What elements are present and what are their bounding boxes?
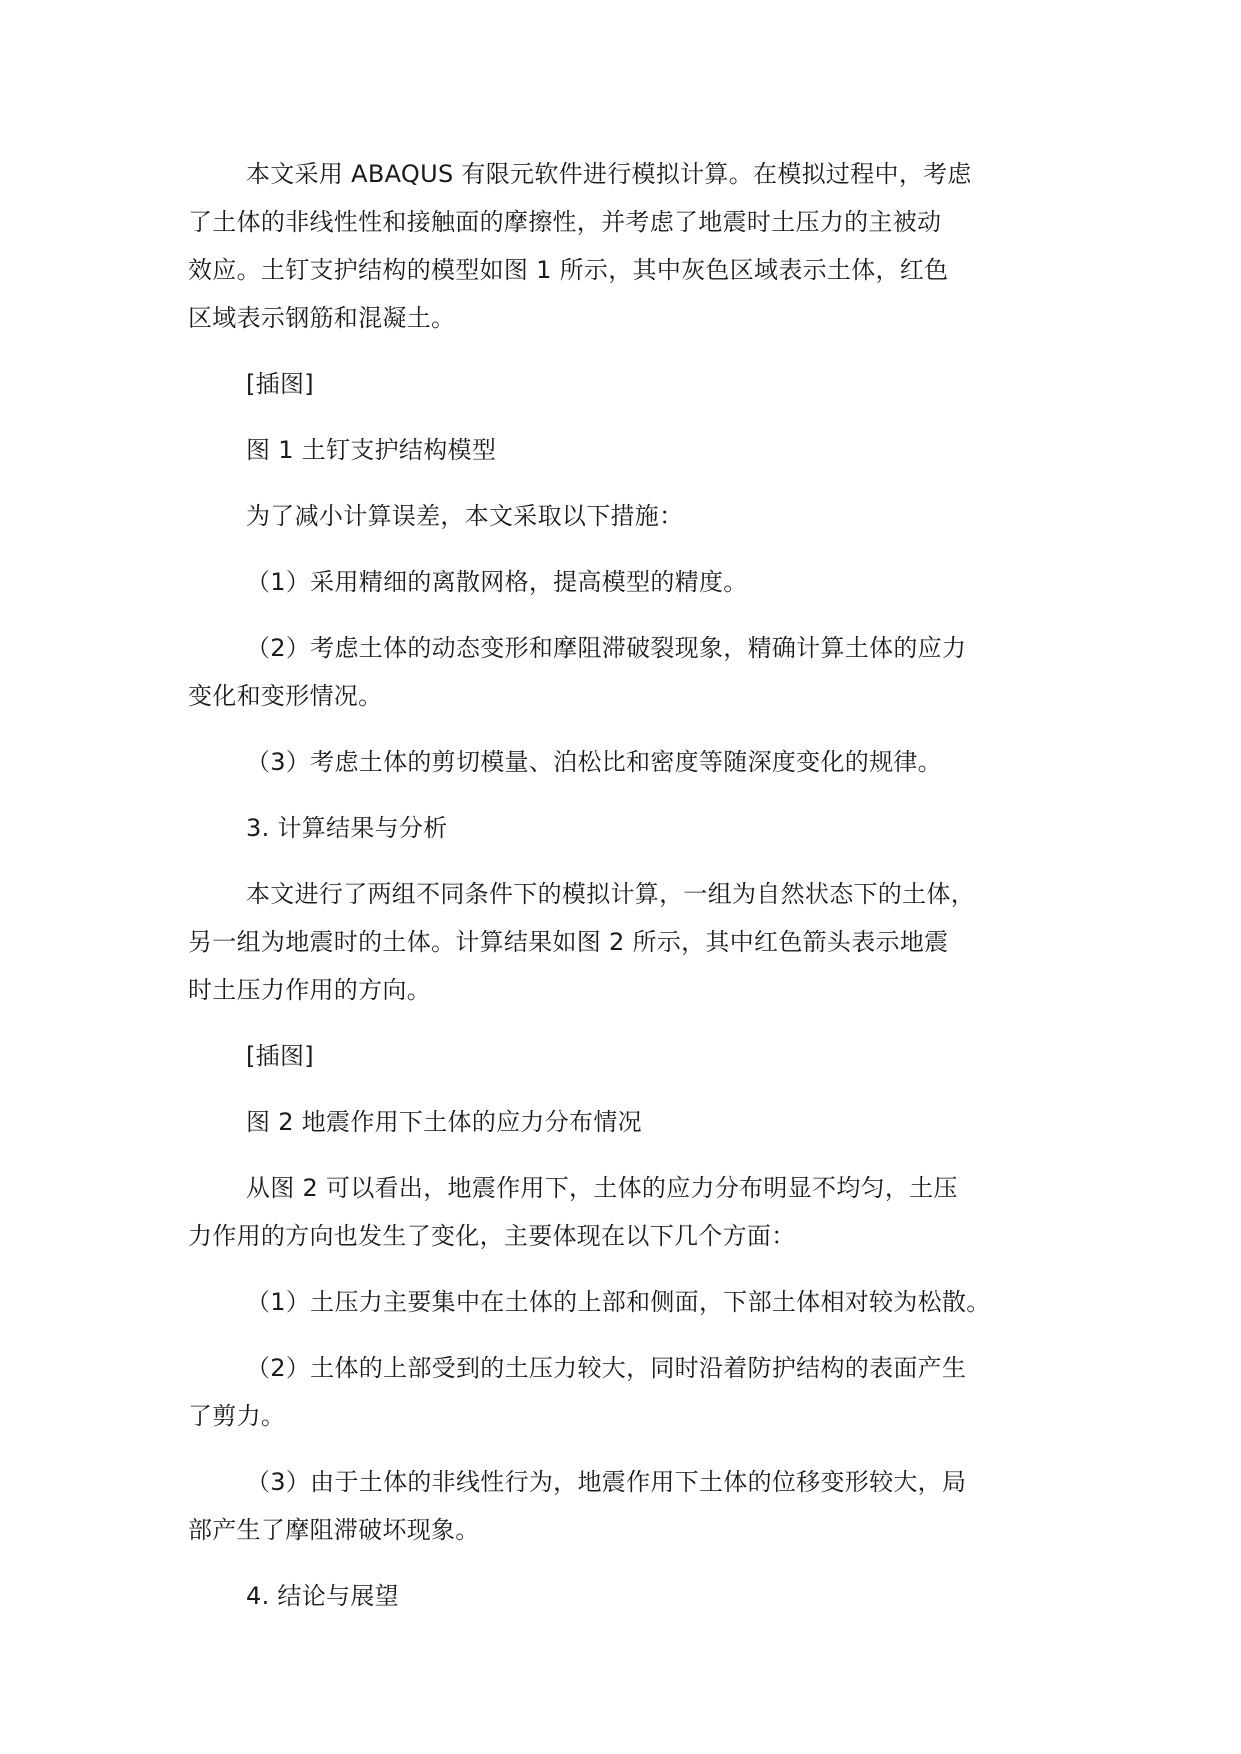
text-line: 了土体的非线性性和接触面的摩擦性，并考虑了地震时土压力的主被动 [188,208,942,236]
section-heading-3 [188,804,1088,852]
paragraph-measures-intro [188,492,1088,540]
text-line: （2）土体的上部受到的土压力较大，同时沿着防护结构的表面产生 [246,1354,967,1382]
figure-placeholder-1 [188,360,1088,408]
text-line: 效应。土钉支护结构的模型如图 1 所示，其中灰色区域表示土体，红色 [188,256,949,284]
text-line: 区域表示钢筋和混凝土。 [188,304,456,332]
list-item-finding-1 [188,1278,1088,1326]
text-line: 变化和变形情况。 [188,682,383,710]
text-line: （2）考虑土体的动态变形和摩阻滞破裂现象，精确计算土体的应力 [246,634,967,662]
list-item-finding-3 [188,1458,1088,1554]
figure-caption-2 [188,1098,1088,1146]
document-page [188,150,1088,1638]
text-line: [插图] [246,1042,314,1070]
text-line: 3. 计算结果与分析 [246,814,448,842]
text-line: （1）采用精细的离散网格，提高模型的精度。 [246,568,748,596]
text-line: （1）土压力主要集中在土体的上部和侧面，下部土体相对较为松散。 [246,1288,991,1316]
text-line: 4. 结论与展望 [246,1582,399,1610]
text-line: 为了减小计算误差，本文采取以下措施： [246,502,684,530]
section-heading-4 [188,1572,1088,1620]
list-item-measure-3 [188,738,1088,786]
paragraph-results-intro [188,870,1088,1014]
text-line: 从图 2 可以看出，地震作用下，土体的应力分布明显不均匀，土压 [246,1174,958,1202]
text-line: 本文采用 ABAQUS 有限元软件进行模拟计算。在模拟过程中，考虑 [246,160,972,188]
figure-caption-1 [188,426,1088,474]
text-line: 本文进行了两组不同条件下的模拟计算，一组为自然状态下的土体， [246,880,975,908]
text-line: （3）考虑土体的剪切模量、泊松比和密度等随深度变化的规律。 [246,748,942,776]
list-item-finding-2 [188,1344,1088,1440]
figure-placeholder-2 [188,1032,1088,1080]
text-line: 力作用的方向也发生了变化，主要体现在以下几个方面： [188,1222,796,1250]
text-line: 图 2 地震作用下土体的应力分布情况 [246,1108,642,1136]
text-line: 时土压力作用的方向。 [188,976,431,1004]
text-line: （3）由于土体的非线性行为，地震作用下土体的位移变形较大，局 [246,1468,967,1496]
text-line: [插图] [246,370,314,398]
list-item-measure-1 [188,558,1088,606]
paragraph-method-intro [188,150,1088,342]
list-item-measure-2 [188,624,1088,720]
text-line: 了剪力。 [188,1402,286,1430]
text-line: 图 1 土钉支护结构模型 [246,436,497,464]
paragraph-results-discussion [188,1164,1088,1260]
text-line: 另一组为地震时的土体。计算结果如图 2 所示，其中红色箭头表示地震 [188,928,949,956]
text-line: 部产生了摩阻滞破坏现象。 [188,1516,480,1544]
